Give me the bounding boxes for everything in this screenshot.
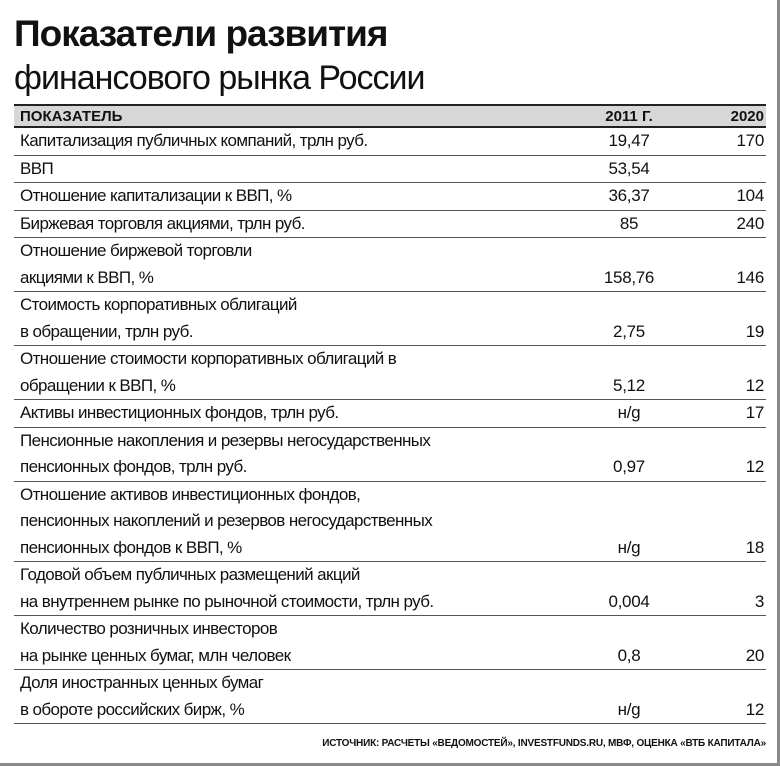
- row-label: Отношение капитализации к ВВП, %: [20, 186, 292, 205]
- row-label: ВВП: [20, 158, 54, 178]
- source-note: ИСТОЧНИК: РАСЧЕТЫ «ВЕДОМОСТЕЙ», INVESTFUNDS.RU, МВФ, ОЦЕНКА «ВТБ КАПИТАЛА»: [322, 738, 766, 749]
- value-2020: 104: [736, 186, 764, 205]
- table-header: [14, 104, 766, 128]
- value-2020: 18: [745, 537, 764, 557]
- table-row: [14, 428, 766, 482]
- value-2020: 3: [754, 591, 764, 611]
- value-2011: 36,37: [608, 186, 650, 205]
- table-row: [14, 670, 766, 724]
- table-row: [14, 211, 766, 239]
- row-label: Отношение активов инвестиционных фондов, пенсионных накоплений и резервов негосударственных пенсионных фондов к ВВП, %: [20, 484, 433, 557]
- row-label: Стоимость корпоративных облигаций в обращении, трлн руб.: [20, 295, 297, 341]
- row-label: Отношение биржевой торговли акциями к ВВП, %: [20, 241, 252, 287]
- title-line-1: Показатели развития: [14, 13, 388, 54]
- row-label: Годовой объем публичных размещений акций на внутреннем рынке по рыночной стоимости, трлн руб.: [20, 565, 434, 611]
- value-2020: 12: [745, 457, 764, 476]
- table-body: [14, 128, 766, 724]
- header-2020: 2020: [730, 107, 764, 125]
- table-row: [14, 482, 766, 563]
- header-2011: 2011 Г.: [605, 107, 653, 125]
- row-label: Капитализация публичных компаний, трлн руб.: [20, 131, 368, 150]
- value-2020: 170: [736, 131, 764, 150]
- value-2011: 5,12: [613, 375, 645, 395]
- table-row: [14, 183, 766, 211]
- value-2011: 0,97: [613, 457, 645, 476]
- value-2011: н/g: [617, 699, 641, 719]
- value-2011: 19,47: [608, 131, 650, 150]
- row-label: Отношение стоимости корпоративных облигаций в обращении к ВВП, %: [20, 349, 397, 395]
- value-2020: 12: [745, 375, 764, 395]
- value-2011: 2,75: [613, 321, 645, 341]
- value-2020: 17: [745, 403, 764, 422]
- value-2011: 0,004: [608, 591, 650, 611]
- table-row: [14, 400, 766, 428]
- table-row: [14, 616, 766, 670]
- row-label: Биржевая торговля акциями, трлн руб.: [20, 213, 305, 233]
- value-2011: 85: [619, 213, 639, 233]
- value-2011: 158,76: [603, 267, 655, 287]
- row-label: Доля иностранных ценных бумаг в обороте российских бирж, %: [20, 673, 264, 719]
- value-2011: н/g: [617, 403, 641, 422]
- row-label: Количество розничных инвесторов на рынке ценных бумаг, млн человек: [20, 619, 291, 665]
- indicators-table: [14, 104, 766, 724]
- header-indicator: ПОКАЗАТЕЛЬ: [20, 107, 123, 125]
- table-row: [14, 346, 766, 400]
- table-row: [14, 562, 766, 616]
- title-line-2: финансового рынка России: [14, 59, 425, 97]
- table-row: [14, 128, 766, 156]
- value-2011: 53,54: [608, 158, 650, 178]
- table-row: [14, 292, 766, 346]
- row-label: Пенсионные накопления и резервы негосударственных пенсионных фондов, трлн руб.: [20, 430, 431, 476]
- value-2020: 20: [745, 645, 764, 665]
- row-label: Активы инвестиционных фондов, трлн руб.: [20, 403, 339, 422]
- table-row: [14, 156, 766, 184]
- value-2020: 19: [745, 321, 764, 341]
- table-row: [14, 238, 766, 292]
- value-2011: 0,8: [617, 645, 641, 665]
- value-2011: н/g: [617, 537, 641, 557]
- value-2020: 12: [745, 699, 764, 719]
- value-2020: 146: [736, 267, 764, 287]
- value-2020: 240: [736, 213, 764, 233]
